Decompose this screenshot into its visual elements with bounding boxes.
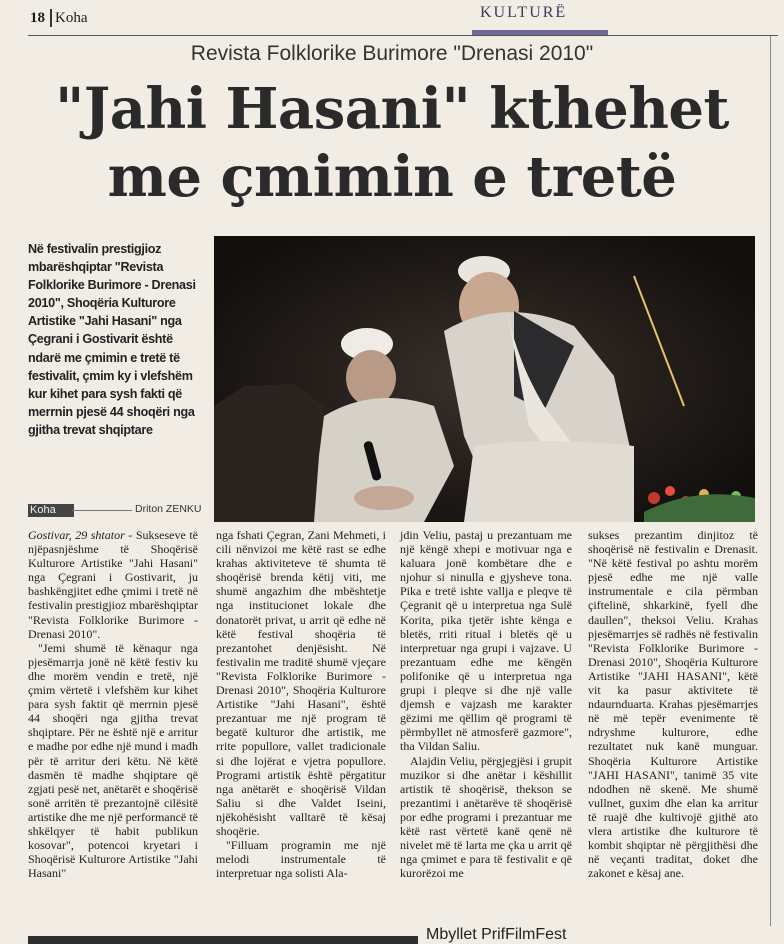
byline-rule [72, 510, 132, 511]
page-number: 18 [30, 10, 45, 26]
paragraph: jdin Veliu, pastaj u prezantuam me një këngë xhepi e motivuar nga e kaluara jonë kombëtare dhe e njohur si ninulla e gjysheve tona. Pika e tretë ishte vallja e pleqve të Çegranit që u interpretua nga Sulë Korita, pika tjetër ishte kënga e bletës, rriti ritual i bletës që u interpretuar nga grupi i vajzave. U prezantuam edhe me këngën polifonike që u interpretua nga grupi i pleqve si dhe një valle djemsh e vajzash me karakter gëzimi me qëllim që programi të përmbyllet në atmosferë gazmore", tha Vildan Saliu. [400, 528, 572, 754]
paragraph-text: Sukseseve të njëpasnjëshme të Shoqërisë Kulturore Artistike "Jahi Hasani" nga Çegrani i Gostivarit, ju bashkëngjitet edhe çmimi i tretë në festivalin prestigjioz mbarëshqiptar "Revista Folklorike Burimore - Drenasi 2010". [28, 528, 198, 641]
body-column-1 [28, 528, 198, 880]
paragraph: "Filluam programin me një melodi instrumentale të interpretuar nga solisti Ala- [216, 838, 386, 881]
source-tag: Koha [28, 504, 74, 517]
paper-name: Koha [55, 10, 88, 26]
header-separator [50, 9, 52, 27]
article-kicker: Revista Folklorike Burimore "Drenasi 2010" [190, 42, 594, 65]
folk-performers-photo [214, 236, 755, 522]
headline-line-2: me çmimin e tretë [107, 144, 677, 210]
paragraph: nga fshati Çegran, Zani Mehmeti, i cili nënvizoi me këtë rast se edhe krahas aktiviteteve të shumta të shoqërisë brenda këtij viti, me shumë angazhim dhe mbështetje nga institucionet lokale dhe donatorët privat, u arrit që edhe në këtë festival shoqëria të prezantohet denjësisht. Në festivalin me traditë shumë vjeçare "Revista Folklorike Burimore - Drenasi 2010", Shoqëria Kulturore Artistike "Jahi Hasani", është prezantuar me një program të begatë kulturor dhe artistik, me rrite popullore, vallet tradicionale si dhe lojërat e vjetra popullore. Programi artistik është përgatitur nga anëtarët e shoqërisë Vildan Saliu si dhe Valdet Iseini, njëkohësisht valltarë të kësaj shoqërie. [216, 528, 386, 838]
section-label: KULTURË [480, 4, 568, 21]
paragraph: Alajdin Veliu, përgjegjësi i grupit muzikor si dhe anëtar i këshillit artistik të shoqërisë, thekson se prezantimi i anëtarëve të shoqërisë por edhe programi i prezantuar me këtë rast vërtetë kanë qenë në nivelet më të larta me çka u arrit që nga çmimet e para të festivalit e që kurorëzoi me [400, 753, 572, 881]
body-column-2 [216, 528, 386, 880]
page-edge-rule [770, 36, 771, 926]
paragraph [28, 528, 198, 641]
author-byline: Driton ZENKU [135, 503, 202, 515]
article-lead: Në festivalin prestigjioz mbarëshqiptar "Revista Folklorike Burimore - Drenasi 2010", Shoqëria Kulturore Artistike "Jahi Hasani" nga Çegrani i Gostivarit është ndarë me çmimin e tretë të festivalit, çmim ky i vlefshëm kur kihet para sysh fakti që merrnin pjesë 44 shoqëri nga gjitha trevat shqiptare [28, 242, 196, 437]
dateline: Gostivar, 29 shtator - [28, 528, 136, 542]
headline-line-1: "Jahi Hasani" kthehet [55, 76, 729, 142]
paragraph: "Jemi shumë të kënaqur nga pjesëmarrja jonë në këtë festiv ku dhe morëm vendin e tretë, një çmim vërtetë i vlefshëm kur kihet para sysh faktit që merrnin pjesë 44 shoqëri nga gjitha trevat shqiptare. Për ne është një e arritur e madhe por edhe një mund i madh për të arritur deri këtu. Në këtë dasmën të madhe shqiptare që zgjati pesë net, anëtarët e shoqërisë sonë arritën të prezantojnë cilësitë artistike dhe me një performancë të shkëlqyer të habit publikun kosovar", potencoi kryetari i Shoqërisë Kulturore Artistike "Jahi Hasani" [28, 640, 198, 881]
paragraph: sukses prezantim dinjitoz të shoqërisë në festivalin e Drenasit. "Në këtë festival po ashtu morëm pjesë edhe me një valle instrumentale e cila përmban çiftelinë, shkarkinë, fyell dhe daullen", theksoi Veliu. Krahas pjesëmarrjes së radhës në festivalin "Revista Folklorike Burimore - Drenasi 2010", Shoqëria Kulturore Artistike "JAHI HASANI", këtë vit ka pasur aktivitete të ndaurnduarta. Krahas pjesëmarrjes në më tepër evenimente të ndryshme kulturore, edhe rezultatet nuk kanë munguar. Shoqëria Kulturore Artistike "JAHI HASANI", tanimë 35 vite ndodhen në skenë. Me shumë vullnet, guxim dhe elan ka arritur të ruajë dhe kultivojë gjithë ato vlera artistike dhe kulturore të kombit shqiptar në përgjithësi dhe në veçanti traditat, doket dhe zakonet e kësaj ane. [588, 528, 758, 881]
body-column-4 [588, 528, 758, 880]
footer-bar [28, 936, 418, 944]
body-column-3 [400, 528, 572, 880]
next-article-title: Mbyllet PrifFilmFest [426, 926, 567, 943]
article-headline [20, 75, 764, 211]
header-rule [28, 35, 778, 36]
article-photo [214, 236, 755, 522]
